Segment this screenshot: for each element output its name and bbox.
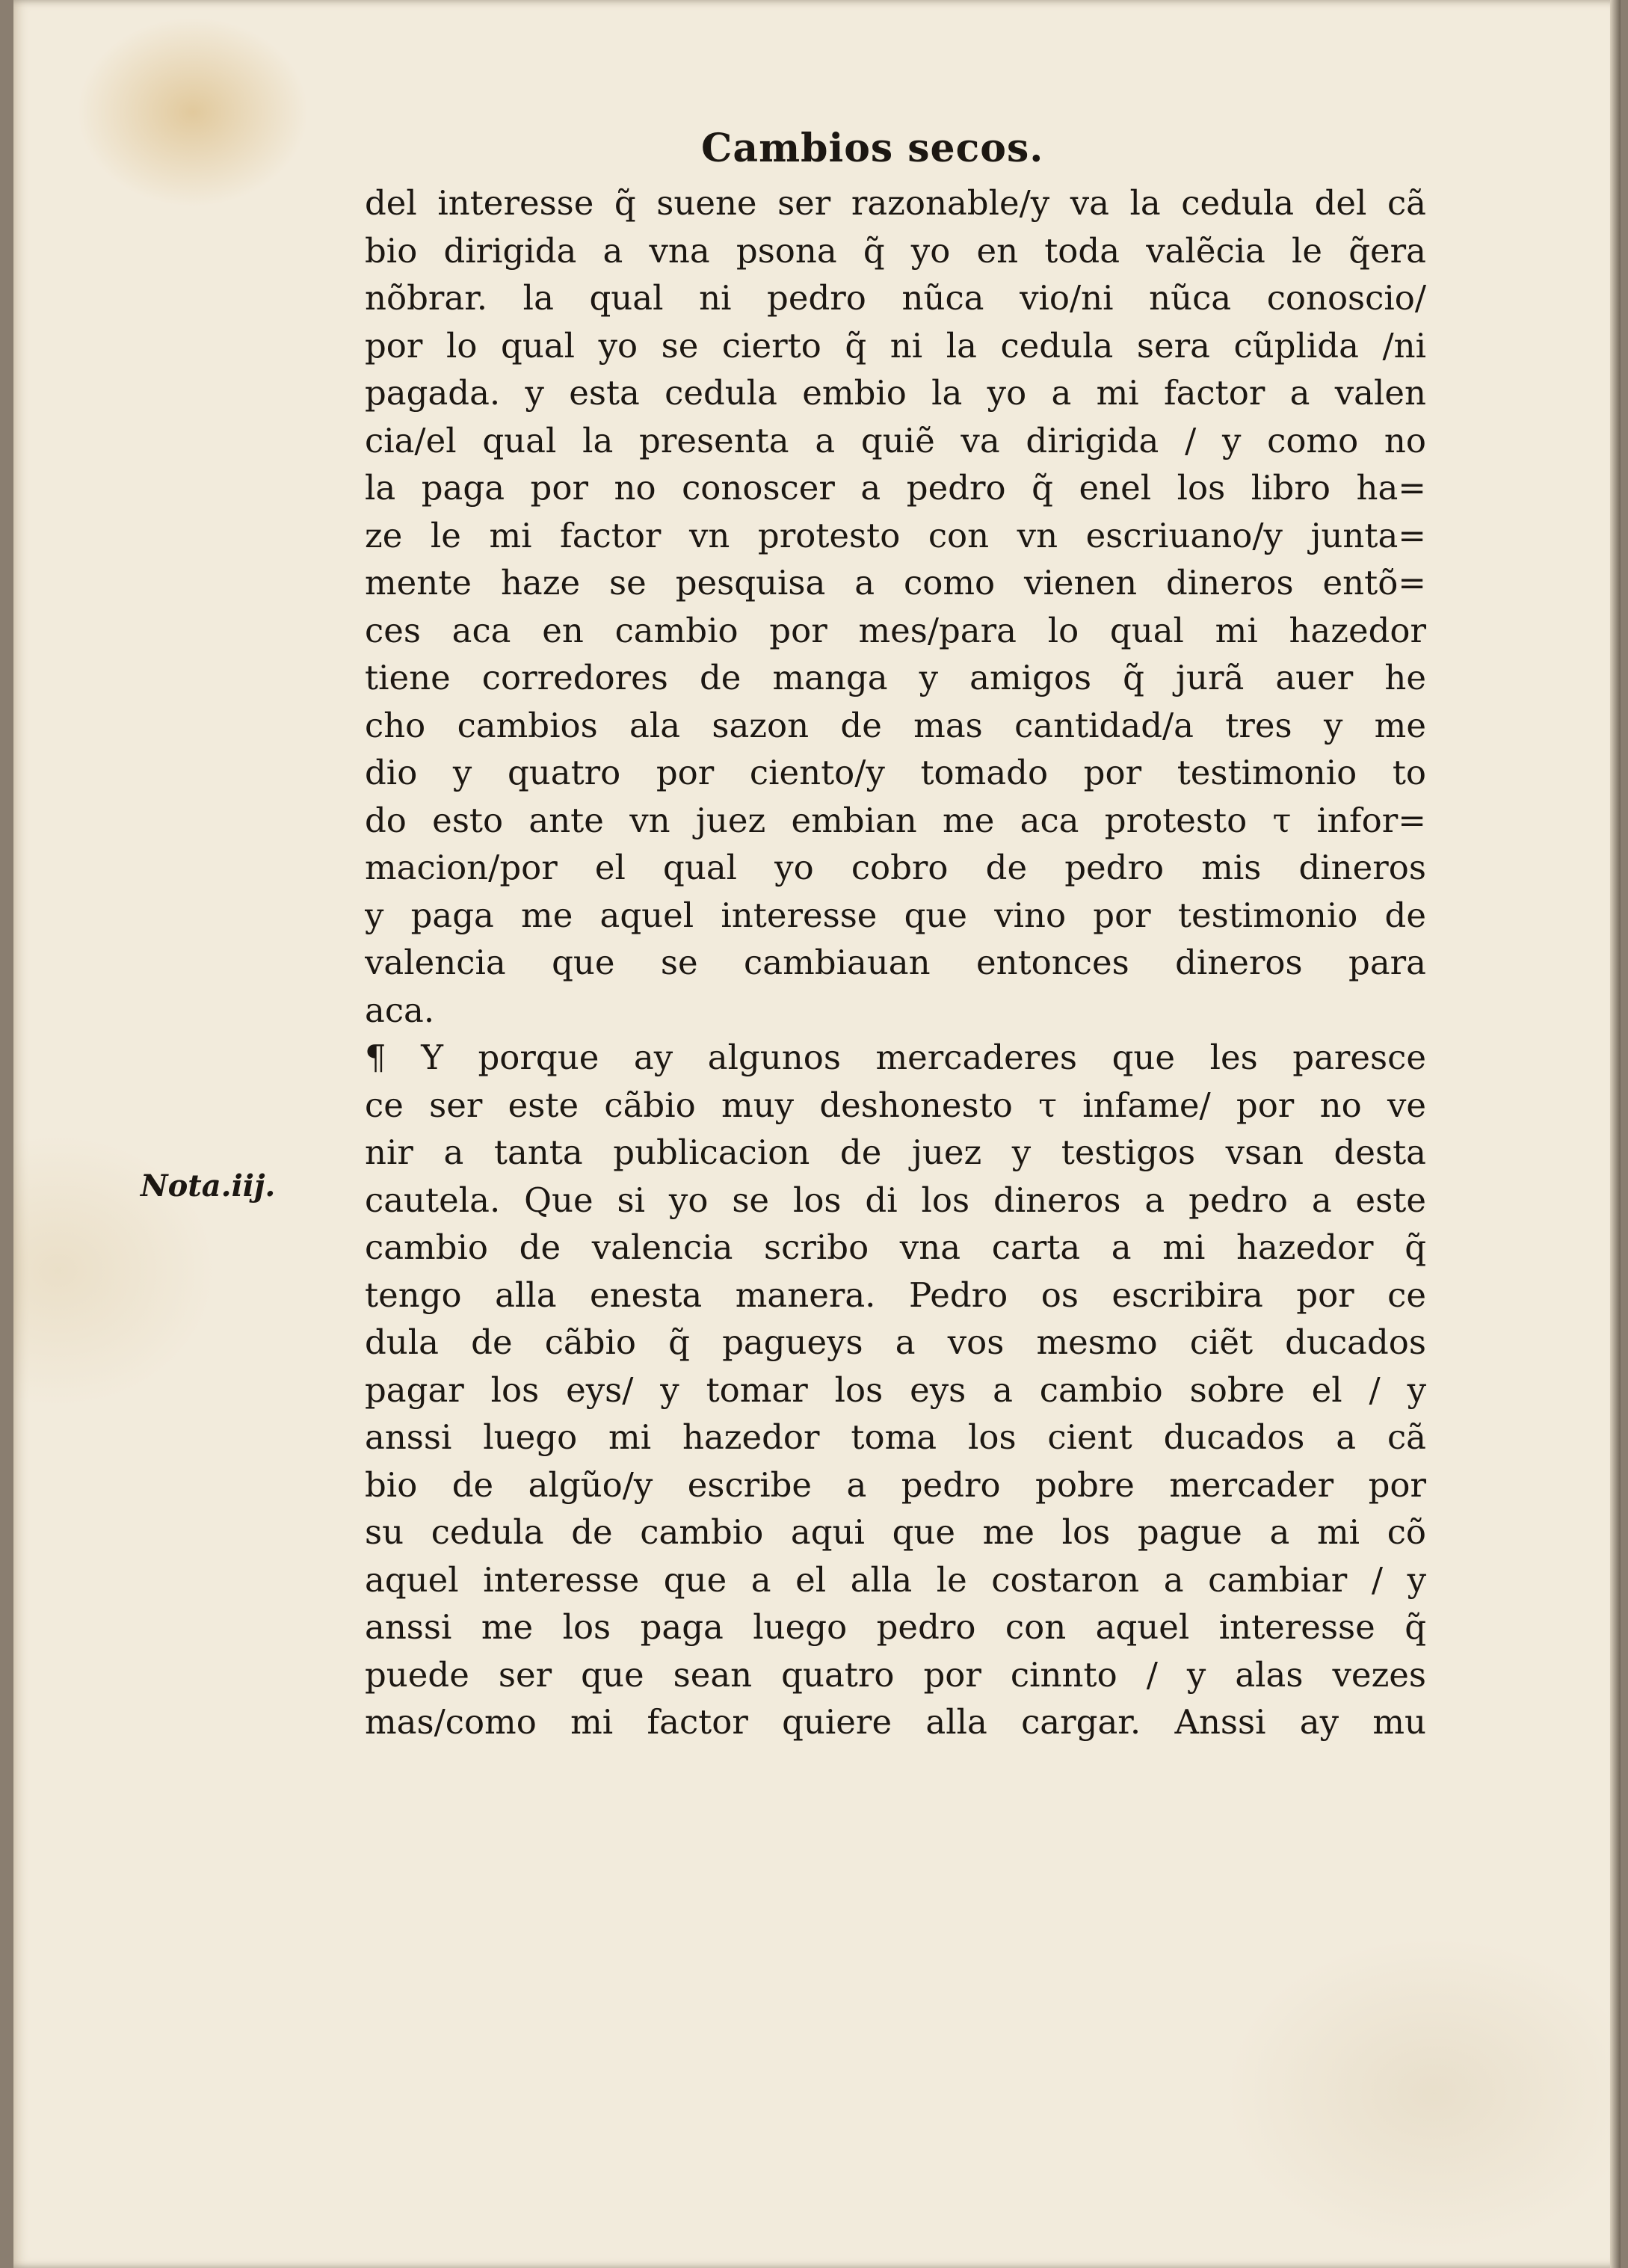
text-line: su cedula de cambio aqui que me los pague a mi cõ [365, 1512, 1426, 1552]
text-line: aca. [365, 990, 435, 1030]
text-line: cia/el qual la presenta a quiẽ va dirigida / y como no [365, 420, 1426, 460]
text-line: la paga por no conoscer a pedro q̃ enel los libro ha= [365, 468, 1426, 508]
text-line: puede ser que sean quatro por cinnto / y alas vezes [365, 1654, 1426, 1695]
text-line: macion/por el qual yo cobro de pedro mis dineros [365, 848, 1426, 887]
text-line: nõbrar. la qual ni pedro nũca vio/ni nũca conoscio/ [365, 278, 1426, 318]
text-line: dio y quatro por ciento/y tomado por testimonio to [365, 753, 1426, 792]
text-line: por lo qual yo se cierto q̃ ni la cedula sera cũplida /ni [365, 325, 1426, 366]
book-page [13, 0, 1621, 2268]
text-line: mas/como mi factor quiere alla cargar. Anssi ay mu [365, 1702, 1426, 1742]
text-line: nir a tanta publicacion de juez y testigos vsan desta [365, 1133, 1426, 1172]
text-line: tengo alla enesta manera. Pedro os escribira por ce [365, 1275, 1426, 1315]
text-line: ce ser este cãbio muy deshonesto τ infame/ por no ve [365, 1085, 1426, 1125]
text-line: cautela. Que si yo se los di los dineros a pedro a este [365, 1180, 1426, 1220]
text-line: anssi luego mi hazedor toma los cient ducados a cã [365, 1417, 1426, 1457]
text-line: dula de cãbio q̃ pagueys a vos mesmo ciẽt ducados [365, 1322, 1426, 1362]
text-line: pagar los eys/ y tomar los eys a cambio sobre el / y [365, 1369, 1426, 1410]
text-line: cambio de valencia scribo vna carta a mi hazedor q̃ [365, 1227, 1426, 1267]
marginal-note: Nota.iij. [141, 1168, 276, 1204]
text-line: anssi me los paga luego pedro con aquel interesse q̃ [365, 1607, 1426, 1647]
text-line: mente haze se pesquisa a como vienen dineros entõ= [365, 563, 1426, 603]
text-line: del interesse q̃ suene ser razonable/y va la cedula del cã [365, 183, 1426, 223]
text-line: bio dirigida a vna psona q̃ yo en toda valẽcia le q̃era [365, 230, 1426, 271]
text-line: ze le mi factor vn protesto con vn escriuano/y junta= [365, 515, 1426, 555]
text-line: aquel interesse que a el alla le costaron a cambiar / y [365, 1559, 1426, 1600]
text-line: ¶ Y porque ay algunos mercaderes que les paresce [365, 1038, 1426, 1077]
text-line: cho cambios ala sazon de mas cantidad/a tres y me [365, 705, 1426, 745]
text-line: ces aca en cambio por mes/para lo qual mi hazedor [365, 610, 1426, 650]
text-line: bio de algũo/y escribe a pedro pobre mercader por [365, 1464, 1426, 1505]
text-line: tiene corredores de manga y amigos q̃ jurã auer he [365, 658, 1426, 697]
running-head: Cambios secos. [701, 126, 1044, 171]
text-line: pagada. y esta cedula embio la yo a mi factor a valen [365, 373, 1426, 413]
page-edge [1610, 0, 1621, 2268]
text-line: do esto ante vn juez embian me aca protesto τ infor= [365, 800, 1426, 840]
text-block [365, 179, 1426, 1746]
text-line: y paga me aquel interesse que vino por testimonio de [365, 895, 1426, 935]
text-line: valencia que se cambiauan entonces dineros para [365, 943, 1426, 982]
